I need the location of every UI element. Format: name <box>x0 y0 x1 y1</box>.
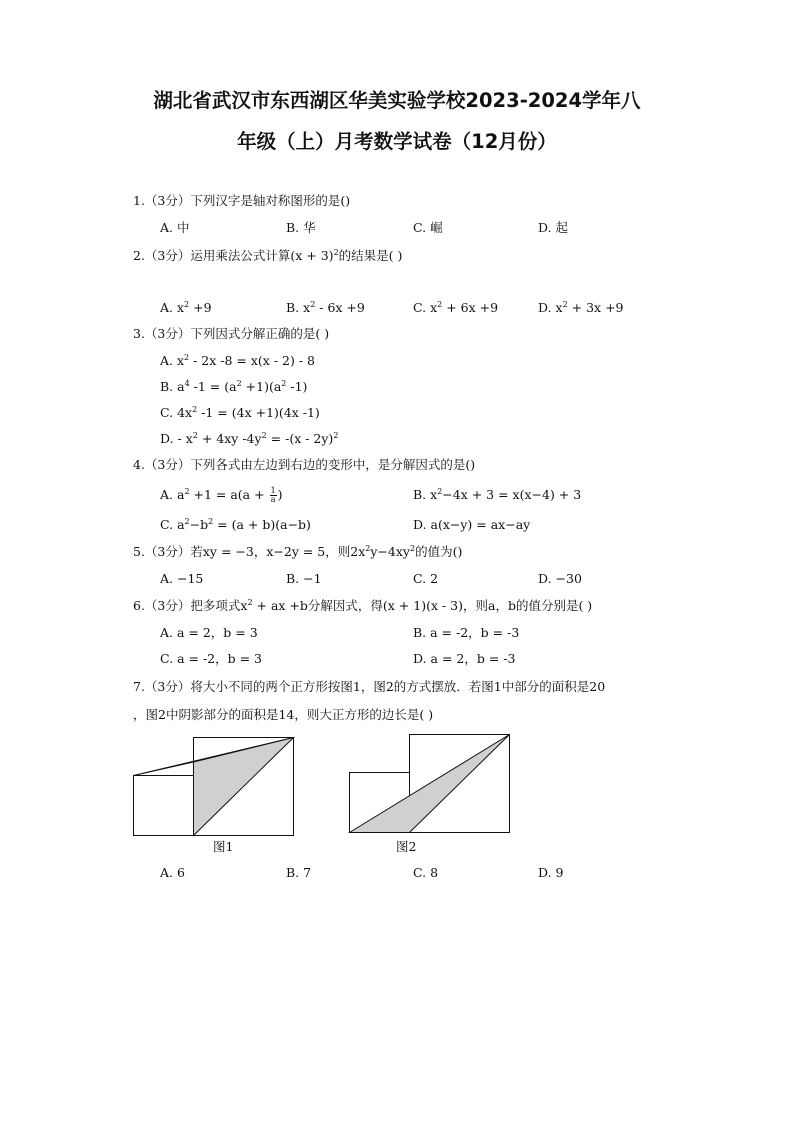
question-7-line-1: 7.（3分）将大小不同的两个正方形按图1，图2的方式摆放．若图1中部分的面积是20 <box>133 679 606 694</box>
q6-option-c: C. a = -2，b = 3 <box>160 651 262 666</box>
question-7-line-2: ，图2中阴影部分的面积是14，则大正方形的边长是( ) <box>133 707 434 722</box>
figure-1-shaded-triangle-main <box>194 738 294 836</box>
q3-option-d: D. - $x^2 + 4xy$ $-4y^2 = -(x - 2y)^2$ <box>160 431 339 446</box>
q5-option-b: B. −1 <box>286 571 322 586</box>
figure-2-shaded-triangle <box>350 735 510 833</box>
q5-option-a: A. −15 <box>160 571 204 586</box>
q1-option-b: B. 华 <box>286 220 316 235</box>
page-title <box>100 80 694 162</box>
q4-option-c: C. $a^2-b^2 = (a + b)(a-b)$ <box>160 517 311 532</box>
q3-option-c: C. $4x^2$ -1 = (4x +1)(4x -1) <box>160 405 320 420</box>
q4-option-b: B. $x^2-4x + 3 = x(x-4) + 3$ <box>413 487 582 502</box>
q5-option-c: C. 2 <box>413 571 439 586</box>
q2-option-d: D. $x^2 + 3x +9$ <box>538 300 624 315</box>
q7-option-a: A. 6 <box>160 865 185 880</box>
title-line-2: 年级（上）月考数学试卷（12月份） <box>237 130 557 153</box>
question-4: 4.（3分）下列各式由左边到右边的变形中，是分解因式的是() <box>133 457 476 472</box>
question-6: 6.（3分）把多项式$x^2$ + ax +b分解因式，得(x + 1)(x - 3)，则a，b的值分别是( ) <box>133 598 593 613</box>
q7-option-b: B. 7 <box>286 865 312 880</box>
figure-2-caption: 图2 <box>396 839 417 854</box>
q3-option-a: A. $x^2 - 2x$ -8 = x(x - 2) - 8 <box>160 353 315 368</box>
q1-option-c: C. 崛 <box>413 220 443 235</box>
question-3: 3.（3分）下列因式分解正确的是( ) <box>133 326 330 341</box>
q4-option-a: A. $a^2 +1 = a(a$ + $\frac{1}{a}$ ) <box>160 486 283 504</box>
q1-option-a: A. 中 <box>160 220 190 235</box>
figure-1-small-square <box>134 776 194 836</box>
question-5: 5.（3分）若xy = −3，x−2y = 5，则$2x^2y-4xy^2$的值为() <box>133 544 463 559</box>
fraction-1-over-a: $\frac{1}{a}$ <box>270 486 276 504</box>
q2-option-a: A. $x^2 +9$ <box>160 300 212 315</box>
q6-option-a: A. a = 2，b = 3 <box>160 625 258 640</box>
q4-option-d: D. a(x−y) = ax−ay <box>413 517 531 532</box>
title-line-1: 湖北省武汉市东西湖区华美实验学校2023-2024学年八 <box>153 89 641 112</box>
q3-option-b: B. $a^4$ $-1 = (a^2 +1)(a^2$ -1) <box>160 379 308 394</box>
q7-option-c: C. 8 <box>413 865 439 880</box>
q5-option-d: D. −30 <box>538 571 582 586</box>
q2-option-b: B. $x^2 - 6x +9$ <box>286 300 365 315</box>
q6-option-b: B. a = -2，b = -3 <box>413 625 520 640</box>
figure-1 <box>130 734 300 840</box>
question-1: 1.（3分）下列汉字是轴对称图形的是() <box>133 193 351 208</box>
figure-2 <box>346 731 516 837</box>
q6-option-d: D. a = 2，b = -3 <box>413 651 516 666</box>
figure-1-caption: 图1 <box>213 839 234 854</box>
q2-option-c: C. $x^2 + 6x +9$ <box>413 300 499 315</box>
question-2: 2.（3分）运用乘法公式计算$(x + 3)^2$的结果是( ) <box>133 248 403 263</box>
q1-option-d: D. 起 <box>538 220 569 235</box>
q7-option-d: D. 9 <box>538 865 564 880</box>
